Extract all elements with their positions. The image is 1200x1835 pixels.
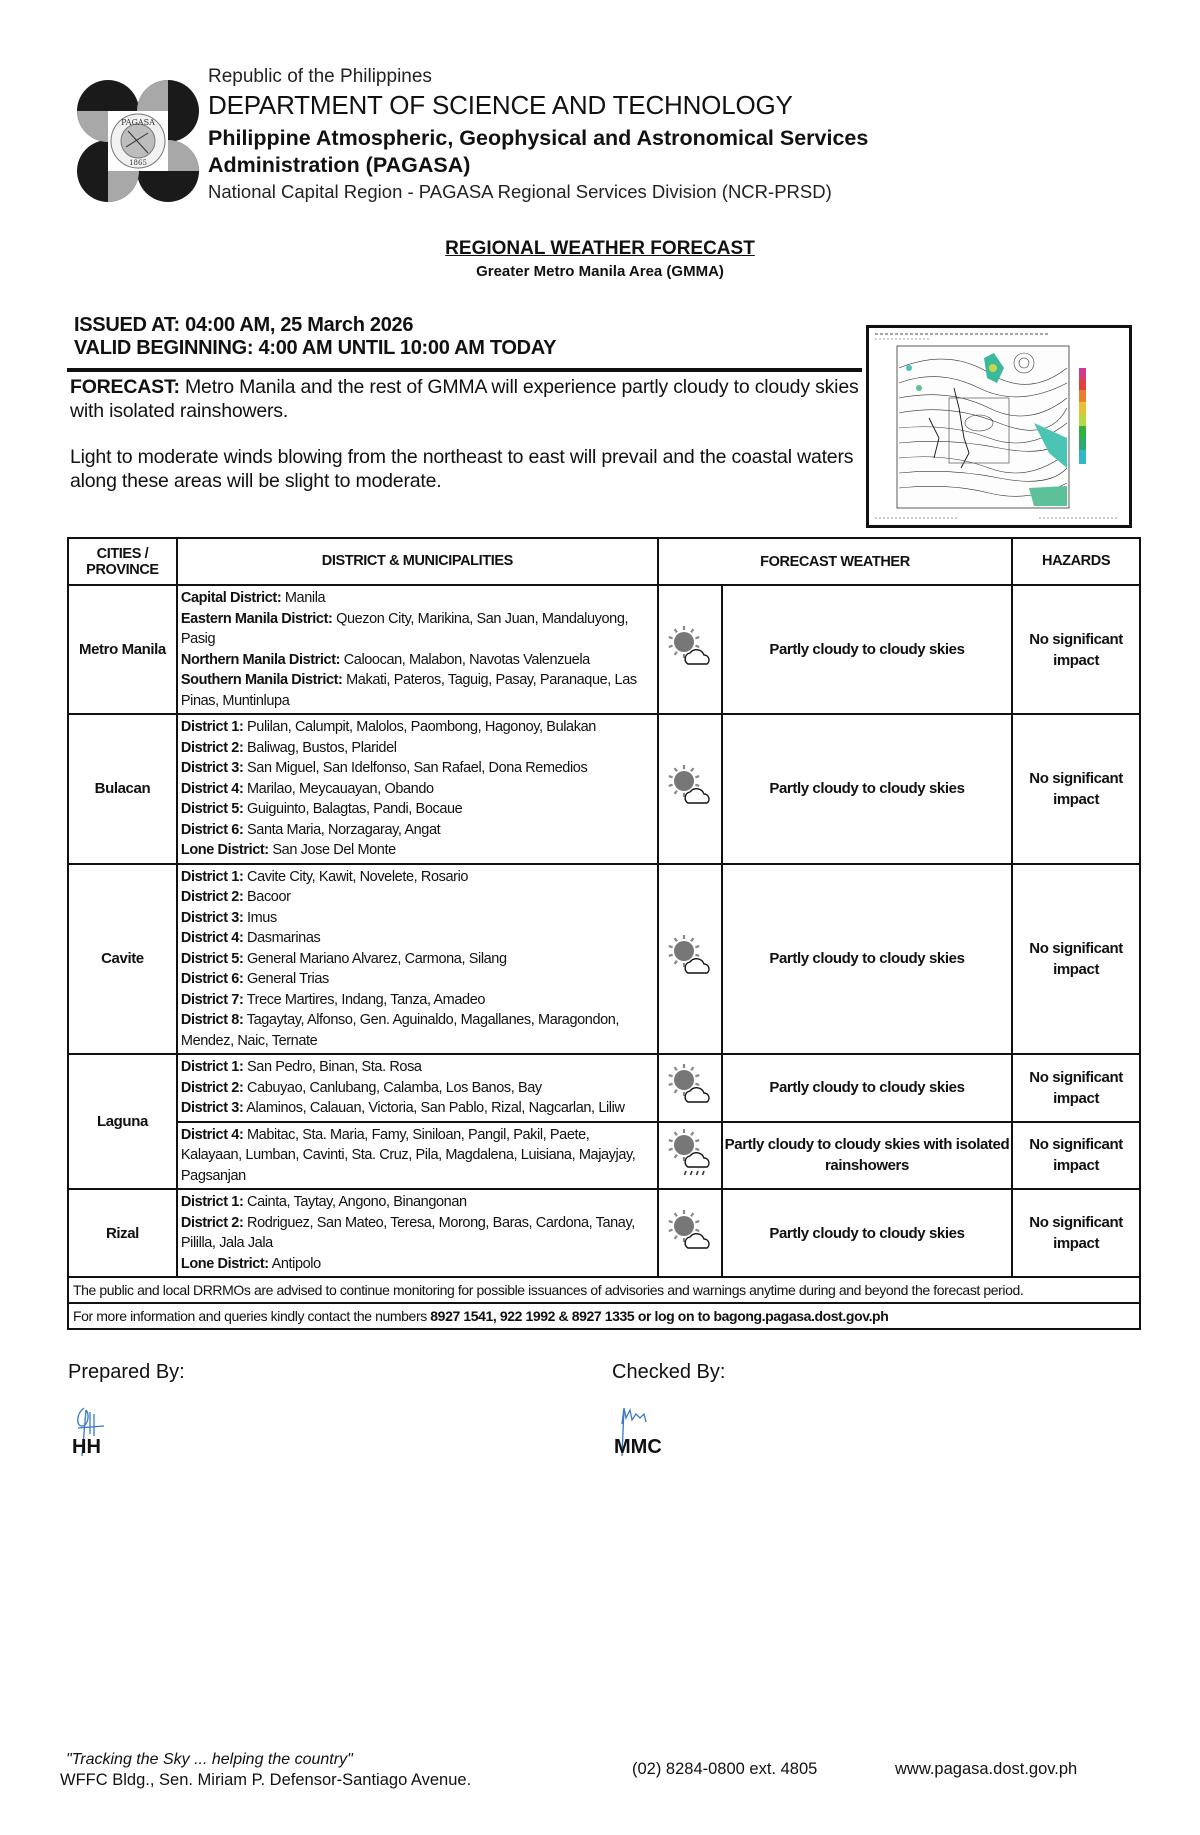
forecast-cell: Partly cloudy to cloudy skies — [722, 714, 1012, 864]
footer-address: WFFC Bldg., Sen. Miriam P. Defensor-Santiago Avenue. — [60, 1771, 472, 1789]
district-name: District 1: — [180, 1194, 244, 1210]
district-places: Manila — [281, 590, 326, 606]
district-line — [181, 779, 654, 800]
divider — [67, 368, 862, 372]
forecast-cell: Partly cloudy to cloudy skies — [722, 1054, 1012, 1122]
district-name: District 1: — [180, 1059, 244, 1075]
district-line — [181, 799, 654, 820]
republic-label: Republic of the Philippines — [208, 66, 432, 87]
header-hazards: HAZARDS — [1012, 538, 1140, 585]
hazard-cell: No significant impact — [1012, 1122, 1140, 1190]
agency-name-line1: Philippine Atmospheric, Geophysical and Astronomical Services — [208, 126, 869, 150]
svg-text:1865: 1865 — [129, 159, 147, 167]
table-row — [68, 1189, 1140, 1277]
weather-icon-cell — [658, 1122, 722, 1190]
district-places: San Jose Del Monte — [268, 842, 396, 858]
valid-period: VALID BEGINNING: 4:00 AM UNTIL 10:00 AM TODAY — [74, 337, 557, 359]
district-places: Cavite City, Kawit, Novelete, Rosario — [243, 868, 469, 885]
issuance-info — [74, 314, 556, 360]
district-places: General Trias — [243, 971, 329, 987]
district-name: District 6: — [180, 821, 244, 838]
district-name: District 5: — [180, 950, 244, 967]
department-name: DEPARTMENT OF SCIENCE AND TECHNOLOGY — [208, 90, 793, 120]
district-name: District 5: — [180, 801, 244, 817]
header-city: CITIES / PROVINCE — [68, 538, 177, 585]
city-cell: Cavite — [68, 864, 177, 1055]
weather-icon-cell — [658, 1189, 722, 1277]
district-line — [181, 1098, 654, 1119]
forecast-summary — [70, 375, 860, 493]
district-name: District 6: — [180, 971, 244, 987]
district-places: Bacoor — [243, 889, 291, 905]
district-line — [181, 1078, 654, 1099]
district-places: Cabuyao, Canlubang, Calamba, Los Banos, Bay — [243, 1079, 542, 1096]
weather-icon-cell — [658, 864, 722, 1055]
partly-cloudy-icon — [668, 796, 712, 812]
district-name: District 1: — [180, 868, 244, 885]
table-row — [68, 714, 1140, 864]
svg-text:PAGASA: PAGASA — [121, 118, 155, 127]
district-name: Lone District: — [180, 842, 269, 858]
district-line — [181, 738, 654, 759]
advisory-row — [68, 1277, 1140, 1303]
district-line — [181, 908, 654, 929]
district-line — [181, 717, 654, 738]
district-line — [181, 928, 654, 949]
contact-note — [68, 1303, 1140, 1329]
district-places: Alaminos, Calauan, Victoria, San Pablo, Rizal, Nagcarlan, Liliw — [243, 1100, 625, 1116]
district-places: Cainta, Taytay, Angono, Binangonan — [243, 1194, 467, 1210]
weather-icon-cell — [658, 1054, 722, 1122]
district-name: District 2: — [180, 889, 244, 905]
partly-cloudy-icon — [668, 1241, 712, 1257]
prepared-by-label: Prepared By: — [68, 1361, 185, 1383]
city-cell: Metro Manila — [68, 585, 177, 714]
prepared-initials: HH — [72, 1436, 101, 1458]
district-name: Eastern Manila District: — [180, 610, 333, 627]
district-places: Rodriguez, San Mateo, Teresa, Morong, Baras, Cardona, Tanay, Pililla, Jala Jala — [180, 1214, 635, 1251]
district-places: General Mariano Alvarez, Carmona, Silang — [243, 950, 507, 967]
district-name: Southern Manila District: — [180, 672, 343, 688]
forecast-cell: Partly cloudy to cloudy skies — [722, 864, 1012, 1055]
district-name: District 4: — [180, 1126, 244, 1143]
forecast-map — [866, 325, 1132, 528]
district-line — [181, 990, 654, 1011]
table-header-row — [68, 538, 1140, 585]
district-line — [181, 820, 654, 841]
district-line — [181, 840, 654, 861]
issued-at: ISSUED AT: 04:00 AM, 25 March 2026 — [74, 314, 414, 336]
forecast-cell: Partly cloudy to cloudy skies — [722, 1189, 1012, 1277]
contact-mid: or log on to — [634, 1308, 714, 1324]
checked-initials: MMC — [614, 1436, 662, 1458]
city-cell: Bulacan — [68, 714, 177, 864]
districts-cell — [177, 1122, 658, 1190]
district-line — [181, 1192, 654, 1213]
partly-cloudy-rain-icon — [668, 1166, 712, 1182]
district-name: District 2: — [180, 739, 244, 756]
district-places: Santa Maria, Norzagaray, Angat — [243, 821, 441, 838]
partly-cloudy-icon — [668, 657, 712, 673]
district-line — [181, 1213, 654, 1254]
checked-by-label: Checked By: — [612, 1361, 726, 1383]
district-places: Marilao, Meycauayan, Obando — [243, 780, 434, 797]
districts-cell — [177, 864, 658, 1055]
district-places: Tagaytay, Alfonso, Gen. Aguinaldo, Magallanes, Maragondon, Mendez, Naic, Ternate — [180, 1012, 620, 1049]
district-name: District 1: — [180, 719, 244, 735]
district-line — [181, 1010, 654, 1051]
districts-cell — [177, 1189, 658, 1277]
hazard-cell: No significant impact — [1012, 1189, 1140, 1277]
forecast-cell: Partly cloudy to cloudy skies — [722, 585, 1012, 714]
city-cell: Rizal — [68, 1189, 177, 1277]
district-places: Quezon City, Marikina, San Juan, Mandaluyong, Pasig — [180, 610, 629, 647]
district-places: Imus — [243, 909, 277, 926]
forecast-table — [67, 537, 1141, 1330]
district-line — [181, 758, 654, 779]
header-district: DISTRICT & MUNICIPALITIES — [177, 538, 658, 585]
partly-cloudy-icon — [668, 966, 712, 982]
district-name: District 3: — [180, 760, 244, 776]
district-name: Capital District: — [180, 590, 282, 606]
district-places: Mabitac, Sta. Maria, Famy, Siniloan, Pangil, Pakil, Paete, Kalayaan, Lumban, Cavinti, Sta. Cruz, Pila, Magdalena, Luisiana, Majayjay, Pagsanjan — [180, 1126, 636, 1184]
city-cell: Laguna — [68, 1054, 177, 1189]
districts-cell — [177, 585, 658, 714]
forecast-cell: Partly cloudy to cloudy skies with isolated rainshowers — [722, 1122, 1012, 1190]
division-name: National Capital Region - PAGASA Regional Services Division (NCR-PRSD) — [208, 181, 832, 202]
forecast-paragraph-1 — [70, 375, 860, 423]
district-line — [181, 670, 654, 711]
district-places: Antipolo — [268, 1255, 321, 1272]
title-sub: Greater Metro Manila Area (GMMA) — [476, 263, 724, 280]
district-line — [181, 1057, 654, 1078]
district-name: District 3: — [180, 1100, 244, 1116]
district-name: District 2: — [180, 1079, 244, 1096]
district-name: District 4: — [180, 780, 244, 797]
table-row — [68, 1122, 1140, 1190]
district-line — [181, 588, 654, 609]
hazard-cell: No significant impact — [1012, 1054, 1140, 1122]
weather-icon-cell — [658, 714, 722, 864]
district-name: District 2: — [180, 1214, 244, 1231]
footer-motto: "Tracking the Sky ... helping the country" — [66, 1751, 353, 1768]
hazard-cell: No significant impact — [1012, 714, 1140, 864]
district-places: Trece Martires, Indang, Tanza, Amadeo — [243, 991, 486, 1008]
pagasa-logo — [74, 77, 202, 205]
district-places: Baliwag, Bustos, Plaridel — [243, 739, 397, 756]
district-name: District 7: — [180, 991, 244, 1008]
footer-phone: (02) 8284-0800 ext. 4805 — [632, 1760, 818, 1778]
district-line — [181, 1125, 654, 1187]
hazard-cell: No significant impact — [1012, 585, 1140, 714]
district-line — [181, 887, 654, 908]
agency-name — [208, 125, 868, 179]
title-main: REGIONAL WEATHER FORECAST — [445, 238, 755, 259]
district-places: San Pedro, Binan, Sta. Rosa — [243, 1059, 422, 1075]
header-forecast: FORECAST WEATHER — [658, 538, 1012, 585]
table-row — [68, 864, 1140, 1055]
forecast-text-1: Metro Manila and the rest of GMMA will experience partly cloudy to cloudy skies with isolated rainshowers. — [70, 376, 859, 422]
forecast-label: FORECAST: — [70, 376, 180, 398]
forecast-paragraph-2: Light to moderate winds blowing from the northeast to east will prevail and the coastal waters along these areas will be slight to moderate. — [70, 446, 854, 492]
district-name: District 4: — [180, 930, 244, 946]
district-name: District 3: — [180, 909, 244, 926]
district-places: San Miguel, San Idelfonso, San Rafael, Dona Remedios — [243, 760, 588, 776]
district-name: Northern Manila District: — [180, 651, 341, 668]
contact-numbers: 8927 1541, 922 1992 & 8927 1335 — [430, 1308, 635, 1324]
table-row — [68, 1054, 1140, 1122]
districts-cell — [177, 1054, 658, 1122]
hazard-cell: No significant impact — [1012, 864, 1140, 1055]
table-row — [68, 585, 1140, 714]
district-name: Lone District: — [180, 1255, 269, 1272]
district-line — [181, 650, 654, 671]
weather-icon-cell — [658, 585, 722, 714]
partly-cloudy-icon — [668, 1095, 712, 1111]
district-line — [181, 609, 654, 650]
advisory-note: The public and local DRRMOs are advised to continue monitoring for possible issuances of advisories and warnings anytime during and beyond the forecast period. — [68, 1277, 1140, 1303]
district-line — [181, 949, 654, 970]
document-title — [0, 238, 1200, 280]
district-places: Caloocan, Malabon, Navotas Valenzuela — [340, 651, 590, 668]
district-line — [181, 867, 654, 888]
district-places: Makati, Pateros, Taguig, Pasay, Paranaque, Las Pinas, Muntinlupa — [180, 672, 637, 709]
district-line — [181, 969, 654, 990]
districts-cell — [177, 714, 658, 864]
district-places: Guiguinto, Balagtas, Pandi, Bocaue — [243, 801, 463, 817]
contact-row — [68, 1303, 1140, 1329]
district-line — [181, 1254, 654, 1275]
footer-website-link[interactable]: www.pagasa.dost.gov.ph — [895, 1760, 1078, 1778]
district-places: Pulilan, Calumpit, Malolos, Paombong, Hagonoy, Bulakan — [243, 719, 596, 735]
agency-name-line2: Administration (PAGASA) — [208, 153, 471, 177]
district-name: District 8: — [180, 1012, 244, 1028]
contact-prefix: For more information and queries kindly contact the numbers — [73, 1308, 431, 1324]
district-places: Dasmarinas — [243, 930, 321, 946]
contact-website-link[interactable]: bagong.pagasa.dost.gov.ph — [713, 1308, 889, 1324]
